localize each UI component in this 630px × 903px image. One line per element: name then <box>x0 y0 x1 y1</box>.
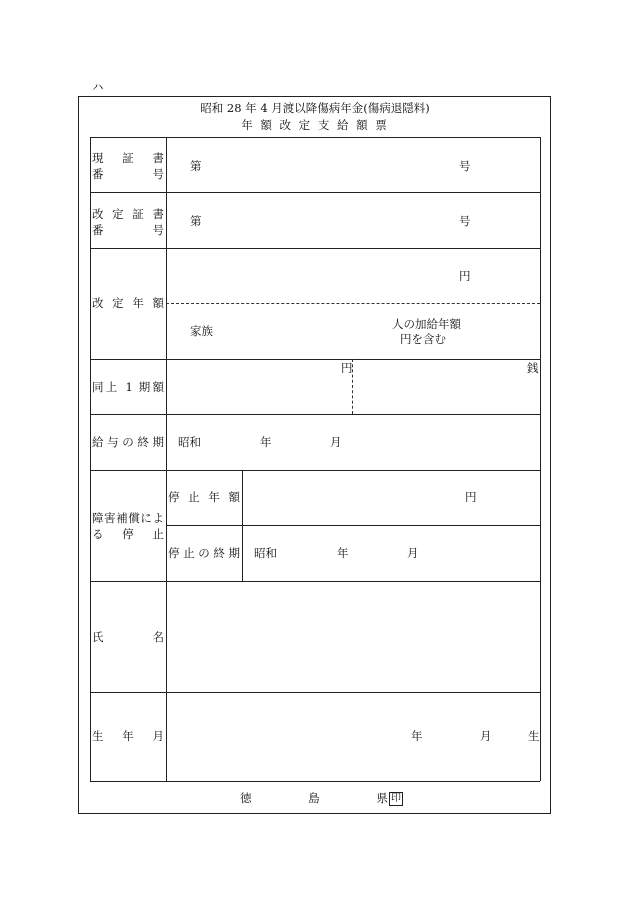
table-bottom-border <box>90 781 540 782</box>
revised-cert-label-1: 改定証書 <box>92 207 164 221</box>
current-cert-prefix: 第 <box>190 159 202 173</box>
pay-end-month: 月 <box>330 435 342 449</box>
birth-year: 年 <box>411 729 423 743</box>
revised-cert-suffix: 号 <box>459 214 471 228</box>
stop-end-month: 月 <box>407 546 419 560</box>
current-cert-label-1: 現 証 書 <box>92 151 164 165</box>
table-top-border <box>90 137 540 138</box>
row-divider <box>90 414 540 415</box>
birth-born: 生 <box>528 729 540 743</box>
row-divider <box>90 359 540 360</box>
table-right-border <box>540 137 541 781</box>
table-left-border <box>90 137 91 781</box>
row-divider <box>166 525 540 526</box>
stop-amount-label: 停 止 年 額 <box>168 490 240 504</box>
birth-month: 月 <box>480 729 492 743</box>
disability-label-1: 障害補償によ <box>92 511 164 525</box>
row-divider <box>90 192 540 193</box>
revised-amount-yen: 円 <box>459 269 471 283</box>
period-amount-label: 同上 1 期額 <box>92 380 164 394</box>
form-title: 昭和 28 年 4 月渡以降傷病年金(傷病退隠料) <box>200 101 430 115</box>
seal-icon: 印 <box>391 793 401 804</box>
stop-end-label: 停止の終期 <box>168 546 240 560</box>
family-note-1: 人の加給年額 <box>392 317 461 331</box>
prefecture-name: 徳 島 県 <box>240 791 388 805</box>
name-label: 氏 名 <box>92 630 164 644</box>
revised-amount-label: 改 定 年 額 <box>92 296 164 310</box>
period-amount-yen: 円 <box>341 361 353 375</box>
stop-amount-yen: 円 <box>465 490 477 504</box>
pay-end-label: 給与の終期 <box>92 435 164 449</box>
period-amount-sen: 銭 <box>527 361 539 375</box>
form-subtitle: 年 額 改 定 支 給 額 票 <box>241 118 389 132</box>
row-divider <box>90 248 540 249</box>
stop-end-year: 年 <box>337 546 349 560</box>
revised-cert-label-2: 番 号 <box>92 223 164 237</box>
amount-dashed-divider <box>166 303 540 304</box>
family-label: 家族 <box>190 324 213 338</box>
name-field[interactable] <box>167 582 539 691</box>
current-cert-suffix: 号 <box>459 159 471 173</box>
revised-cert-prefix: 第 <box>190 214 202 228</box>
disability-label-2: る 停 止 <box>92 527 164 541</box>
current-cert-label-2: 番 号 <box>92 167 164 181</box>
stop-end-era: 昭和 <box>254 546 277 560</box>
birth-label: 生 年 月 <box>92 729 164 743</box>
family-note-2: 円を含む <box>400 332 446 346</box>
pay-end-era: 昭和 <box>178 435 201 449</box>
row-divider <box>90 692 540 693</box>
disability-sub-divider <box>242 470 243 581</box>
row-divider <box>90 470 540 471</box>
form-frame <box>78 96 551 814</box>
form-label: ハ <box>92 80 104 94</box>
pay-end-year: 年 <box>260 435 272 449</box>
